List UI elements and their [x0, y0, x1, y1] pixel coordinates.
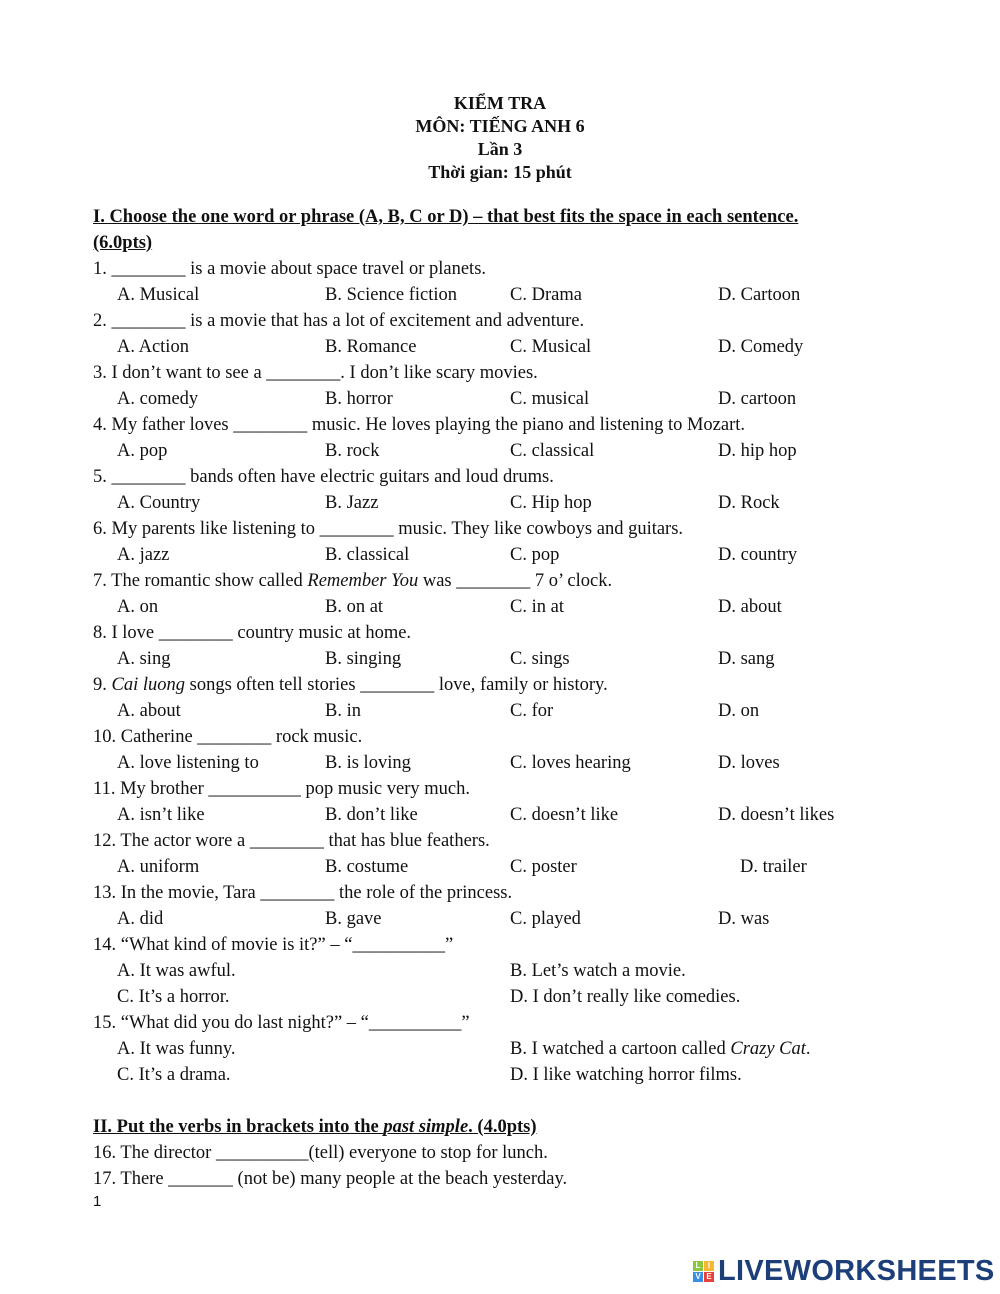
option-row — [93, 802, 973, 828]
option-row — [93, 854, 973, 880]
question-list — [93, 256, 973, 1088]
answer-option[interactable]: B. costume — [325, 857, 409, 877]
time-line: Thời gian: 15 phút — [428, 162, 572, 182]
answer-option[interactable]: D. hip hop — [718, 441, 797, 461]
answer-option[interactable]: A. on — [117, 597, 159, 617]
question-stem: 12. The actor wore a ________ that has blue feathers. — [93, 831, 490, 851]
section-2-points: . (4.0pts) — [468, 1117, 537, 1137]
answer-option[interactable]: A. jazz — [117, 545, 170, 565]
answer-option[interactable]: C. played — [510, 909, 581, 929]
answer-option[interactable]: D. loves — [718, 753, 780, 773]
subject-line: MÔN: TIẾNG ANH 6 — [415, 116, 585, 136]
answer-option[interactable]: D. doesn’t likes — [718, 805, 835, 825]
answer-option[interactable]: C. for — [510, 701, 554, 721]
answer-option[interactable]: B. classical — [325, 545, 410, 565]
logo-block: I — [704, 1261, 714, 1271]
option-row — [93, 334, 973, 360]
answer-option[interactable]: A. sing — [117, 649, 171, 669]
answer-option[interactable]: D. trailer — [740, 857, 807, 877]
answer-option[interactable]: C. It’s a drama. — [117, 1065, 231, 1085]
answer-option[interactable]: C. poster — [510, 857, 577, 877]
answer-option[interactable]: C. Musical — [510, 337, 592, 357]
logo-block: L — [693, 1261, 703, 1271]
question-17[interactable]: 17. There _______ (not be) many people at the beach yesterday. — [93, 1169, 568, 1189]
section-1-points: (6.0pts) — [93, 233, 153, 253]
answer-option[interactable]: D. I don’t really like comedies. — [510, 987, 741, 1007]
answer-option[interactable]: A. Country — [117, 493, 201, 513]
answer-option[interactable]: C. in at — [510, 597, 564, 617]
answer-option[interactable]: D. Cartoon — [718, 285, 801, 305]
question-stem: 2. ________ is a movie that has a lot of excitement and adventure. — [93, 311, 585, 331]
section-2-heading — [93, 1114, 973, 1140]
answer-option[interactable]: B. singing — [325, 649, 402, 669]
section-1-heading: I. Choose the one word or phrase (A, B, C or D) – that best fits the space in each sentence. — [93, 207, 799, 227]
question-stem: 3. I don’t want to see a ________. I don’t like scary movies. — [93, 363, 538, 383]
answer-option[interactable]: D. country — [718, 545, 798, 565]
option-row — [93, 646, 973, 672]
question-16[interactable]: 16. The director __________(tell) everyone to stop for lunch. — [93, 1143, 548, 1163]
answer-option[interactable]: D. Rock — [718, 493, 780, 513]
answer-option[interactable]: B. Let’s watch a movie. — [510, 961, 686, 981]
answer-option[interactable]: C. Hip hop — [510, 493, 592, 513]
answer-option[interactable]: A. pop — [117, 441, 168, 461]
answer-option[interactable]: B. don’t like — [325, 805, 418, 825]
option-row — [93, 750, 973, 776]
logo-text: LIVEWORKSHEETS — [718, 1255, 995, 1287]
answer-option[interactable]: A. isn’t like — [117, 805, 205, 825]
answer-option[interactable]: B. rock — [325, 441, 380, 461]
answer-option[interactable]: A. Action — [117, 337, 189, 357]
answer-option[interactable]: A. It was funny. — [117, 1039, 236, 1059]
answer-option[interactable]: A. did — [117, 909, 164, 929]
answer-option[interactable]: D. I like watching horror films. — [510, 1065, 742, 1085]
option-row — [93, 958, 973, 984]
answer-option[interactable]: C. musical — [510, 389, 590, 409]
logo-icon — [693, 1261, 714, 1282]
title-line: KIỂM TRA — [453, 93, 547, 113]
answer-option[interactable]: A. uniform — [117, 857, 200, 877]
option-row — [93, 542, 973, 568]
option-row — [93, 594, 973, 620]
answer-option[interactable]: C. loves hearing — [510, 753, 631, 773]
answer-option[interactable]: C. doesn’t like — [510, 805, 619, 825]
question-stem: 6. My parents like listening to ________ music. They like cowboys and guitars. — [93, 519, 684, 539]
answer-option[interactable]: A. comedy — [117, 389, 199, 409]
page-number: 1 — [93, 1193, 102, 1210]
answer-option[interactable]: D. Comedy — [718, 337, 804, 357]
answer-option[interactable]: C. pop — [510, 545, 560, 565]
answer-option[interactable]: D. about — [718, 597, 782, 617]
question-stem: 14. “What kind of movie is it?” – “__________” — [93, 935, 454, 955]
worksheet-content — [93, 204, 973, 1192]
option-row — [93, 906, 973, 932]
attempt-line: Lần 3 — [477, 139, 523, 159]
answer-option[interactable]: B. Romance — [325, 337, 417, 357]
option-row — [93, 282, 973, 308]
logo-block: E — [704, 1272, 714, 1282]
question-stem: 4. My father loves ________ music. He loves playing the piano and listening to Mozart. — [93, 415, 746, 435]
answer-option[interactable]: B. horror — [325, 389, 393, 409]
question-stem: 10. Catherine ________ rock music. — [93, 727, 363, 747]
option-row — [93, 490, 973, 516]
answer-option[interactable]: A. about — [117, 701, 181, 721]
document-title — [0, 92, 1000, 184]
question-emphasis: Remember You — [307, 571, 419, 591]
answer-option[interactable]: D. sang — [718, 649, 775, 669]
answer-option[interactable]: B. is loving — [325, 753, 411, 773]
answer-option[interactable]: C. classical — [510, 441, 595, 461]
question-stem: 7. The romantic show called Remember You was ________ 7 o’ clock. — [93, 571, 613, 591]
option-row — [93, 698, 973, 724]
section-2-heading-emphasis: past simple — [383, 1117, 469, 1137]
answer-option[interactable]: B. Science fiction — [325, 285, 458, 305]
answer-option[interactable]: B. gave — [325, 909, 382, 929]
option-row — [93, 1036, 973, 1062]
answer-option[interactable]: D. was — [718, 909, 770, 929]
question-stem: 5. ________ bands often have electric guitars and loud drums. — [93, 467, 554, 487]
option-row — [93, 386, 973, 412]
answer-option[interactable]: D. cartoon — [718, 389, 797, 409]
question-stem: 15. “What did you do last night?” – “__________” — [93, 1013, 470, 1033]
answer-option[interactable]: B. Jazz — [325, 493, 379, 513]
option-row — [93, 1062, 973, 1088]
logo-block: V — [693, 1272, 703, 1282]
question-stem: 1. ________ is a movie about space travel or planets. — [93, 259, 487, 279]
answer-option[interactable]: A. It was awful. — [117, 961, 236, 981]
answer-option[interactable]: B. I watched a cartoon called Crazy Cat. — [510, 1039, 811, 1059]
question-stem: 8. I love ________ country music at home. — [93, 623, 412, 643]
option-row — [93, 984, 973, 1010]
answer-option[interactable]: A. Musical — [117, 285, 200, 305]
question-stem: 13. In the movie, Tara ________ the role of the princess. — [93, 883, 513, 903]
section-2-heading-text: II. Put the verbs in brackets into the — [93, 1117, 384, 1137]
option-row — [93, 438, 973, 464]
question-stem: 11. My brother __________ pop music very much. — [93, 779, 470, 799]
answer-option[interactable]: D. on — [718, 701, 760, 721]
liveworksheets-logo — [693, 1255, 995, 1288]
answer-option[interactable]: C. Drama — [510, 285, 582, 305]
question-stem: 9. Cai luong songs often tell stories ________ love, family or history. — [93, 675, 608, 695]
answer-option[interactable]: B. on at — [325, 597, 384, 617]
question-emphasis: Cai luong — [111, 675, 185, 695]
answer-option[interactable]: A. love listening to — [117, 753, 259, 773]
option-emphasis: Crazy Cat — [730, 1039, 806, 1059]
answer-option[interactable]: C. sings — [510, 649, 570, 669]
answer-option[interactable]: C. It’s a horror. — [117, 987, 230, 1007]
answer-option[interactable]: B. in — [325, 701, 361, 721]
